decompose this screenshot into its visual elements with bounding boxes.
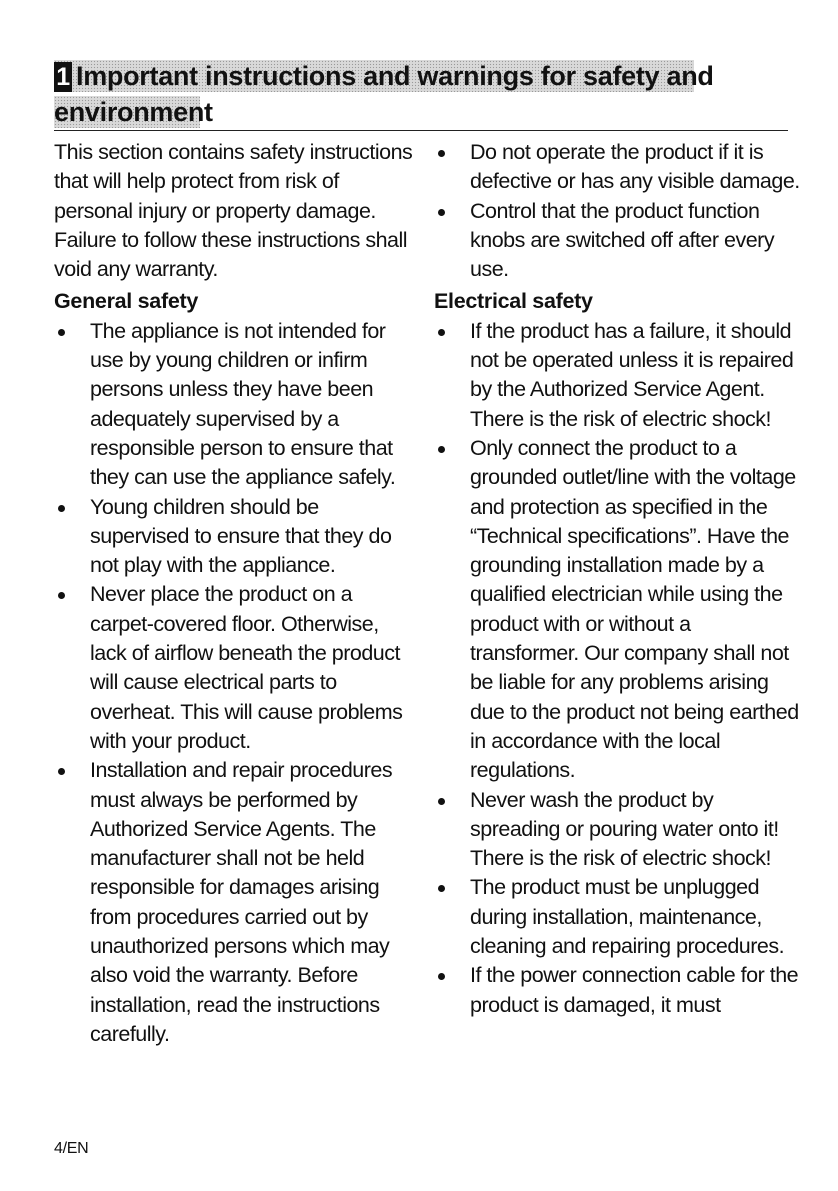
list-item: Control that the product function knobs are switched off after every use. (434, 197, 800, 285)
chapter-number-badge: 1 (54, 62, 72, 92)
list-item: Never wash the product by spreading or pouring water onto it! There is the risk of electric shock! (434, 786, 800, 874)
list-item: If the power connection cable for the product is damaged, it must (434, 961, 800, 1020)
electrical-safety-heading: Electrical safety (434, 289, 593, 314)
general-safety-list (54, 317, 414, 1049)
list-item: The appliance is not intended for use by young children or infirm persons unless they have been adequately supervised by a responsible person to ensure that they can use the appliance safely. (54, 317, 414, 493)
list-item: The product must be unplugged during installation, maintenance, cleaning and repairing procedures. (434, 873, 800, 961)
section-title-line-2: environment (54, 97, 213, 127)
list-item: Do not operate the product if it is defective or has any visible damage. (434, 138, 800, 197)
list-item: Installation and repair procedures must always be performed by Authorized Service Agents. The manufacturer shall not be held responsible for damages arising from procedures carried out by unauthorized persons which may also void the warranty. Before installation, read the instructions carefully. (54, 756, 414, 1049)
general-safety-list-continued (434, 138, 800, 284)
list-item: Never place the product on a carpet-covered floor. Otherwise, lack of airflow beneath the product will cause electrical parts to overheat. This will cause problems with your product. (54, 580, 414, 756)
left-column (54, 138, 414, 1049)
general-safety-heading: General safety (54, 289, 198, 314)
section-title-text: Important instructions and warnings for safety and (76, 61, 714, 91)
list-item: Only connect the product to a grounded outlet/line with the voltage and protection as specified in the “Technical specifications”. Have the grounding installation made by a qualified electrician while using the product with or without a transformer. Our company shall not be liable for any problems arising due to the product not being earthed in accordance with the local regulations. (434, 434, 800, 786)
right-column (434, 138, 800, 1020)
list-item: If the product has a failure, it should not be operated unless it is repaired by the Authorized Service Agent. There is the risk of electric shock! (434, 317, 800, 434)
page-number: 4/EN (54, 1140, 89, 1157)
section-title-line-1 (54, 60, 714, 92)
intro-paragraph: This section contains safety instructions that will help protect from risk of personal injury or property damage. Failure to follow these instructions shall void any warranty. (54, 140, 413, 282)
electrical-safety-list (434, 317, 800, 1020)
list-item: Young children should be supervised to ensure that they do not play with the appliance. (54, 493, 414, 581)
section-header (54, 56, 788, 131)
